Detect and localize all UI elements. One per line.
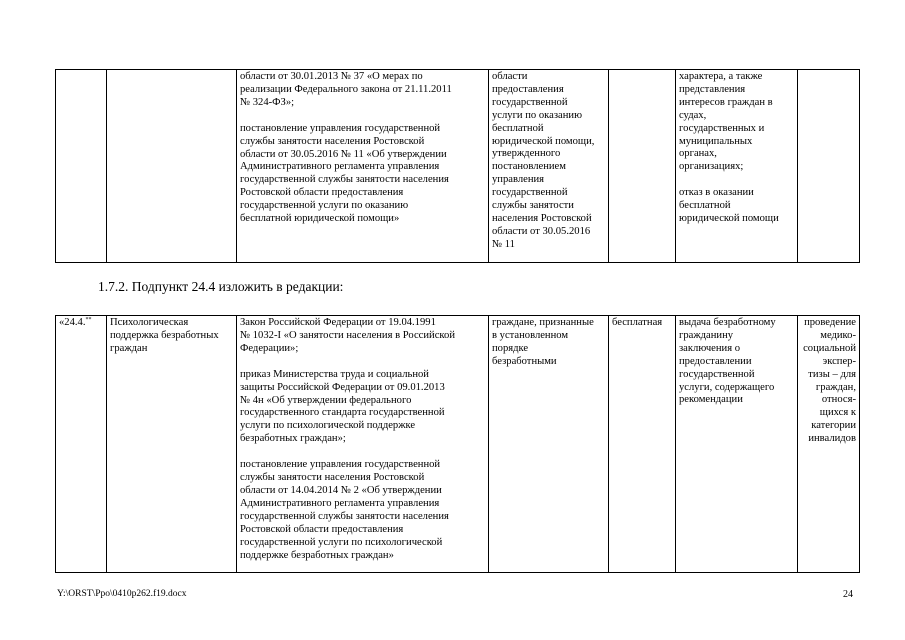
cell-legal-basis xyxy=(237,70,489,263)
cell-recipients: граждане, признанные в установленном порядке безработными xyxy=(489,316,609,573)
item-number: «24.4. xyxy=(59,317,86,328)
section-heading: 1.7.2. Подпункт 24.4 изложить в редакции: xyxy=(98,279,344,294)
cell-note xyxy=(798,70,860,263)
cell-service-name: Психологическая поддержка безработных граждан xyxy=(107,316,237,573)
file-path: Y:\ORST\Ppo\0410p262.f19.docx xyxy=(57,589,187,599)
table-row xyxy=(56,316,860,573)
cell-legal-basis xyxy=(237,316,489,573)
legal-basis-text-1: области от 30.01.2013 № 37 «О мерах по реализации Федерального закона от 21.11.2011 № 324-ФЗ»; xyxy=(240,71,452,108)
page-number: 24 xyxy=(843,589,853,600)
cell-note: проведение медико- социальной экспер- тизы – для граждан, относя- щихся к категории инвалидов xyxy=(798,316,860,573)
footnote-marker: ** xyxy=(85,317,92,323)
cell-recipients: области предоставления государственной услуги по оказанию бесплатной юридической помощи, утвержденного постановлением управления государственной службы занятости населения Ростовской области от 30.05.2016 № 11 xyxy=(489,70,609,263)
legal-basis-text-2: приказ Министерства труда и социальной защиты Российской Федерации от 09.01.2013 № 4н «Об утверждении федерального государственного стандарта государственной услуги по психологической поддержке безработных граждан»; xyxy=(240,368,445,445)
result-text-1: характера, а также представления интересов граждан в судах, государственных и муниципальных органах, организациях; xyxy=(679,71,773,173)
cell-cost xyxy=(609,70,676,263)
legal-basis-text-3: постановление управления государственной службы занятости населения Ростовской области от 14.04.2014 № 2 «Об утверждении Административного регламента управления государственной службы занятости населения Ростовской области предоставления государственной услуги по психологической поддержке безработных граждан» xyxy=(240,459,449,561)
legal-basis-text-2: постановление управления государственной службы занятости населения Ростовской области от 30.05.2016 № 11 «Об утверждении Административного регламента управления государственной службы занятости населения Ростовской области предоставления государственной услуги по оказанию бесплатной юридической помощи» xyxy=(240,122,449,225)
cell-cost: бесплатная xyxy=(609,316,676,573)
legal-basis-text-1: Закон Российской Федерации от 19.04.1991 № 1032-I «О занятости населения в Российской Федерации»; xyxy=(240,317,455,354)
cell-service-name xyxy=(107,70,237,263)
cell-result: выдача безработному гражданину заключения о предоставлении государственной услуги, содержащего рекомендации xyxy=(676,316,798,573)
table-row xyxy=(56,70,860,263)
cell-number xyxy=(56,316,107,573)
cell-result xyxy=(676,70,798,263)
service-table xyxy=(55,315,860,573)
continuation-table xyxy=(55,69,860,263)
result-text-2: отказ в оказании бесплатной юридической помощи xyxy=(679,187,779,225)
cell-number xyxy=(56,70,107,263)
